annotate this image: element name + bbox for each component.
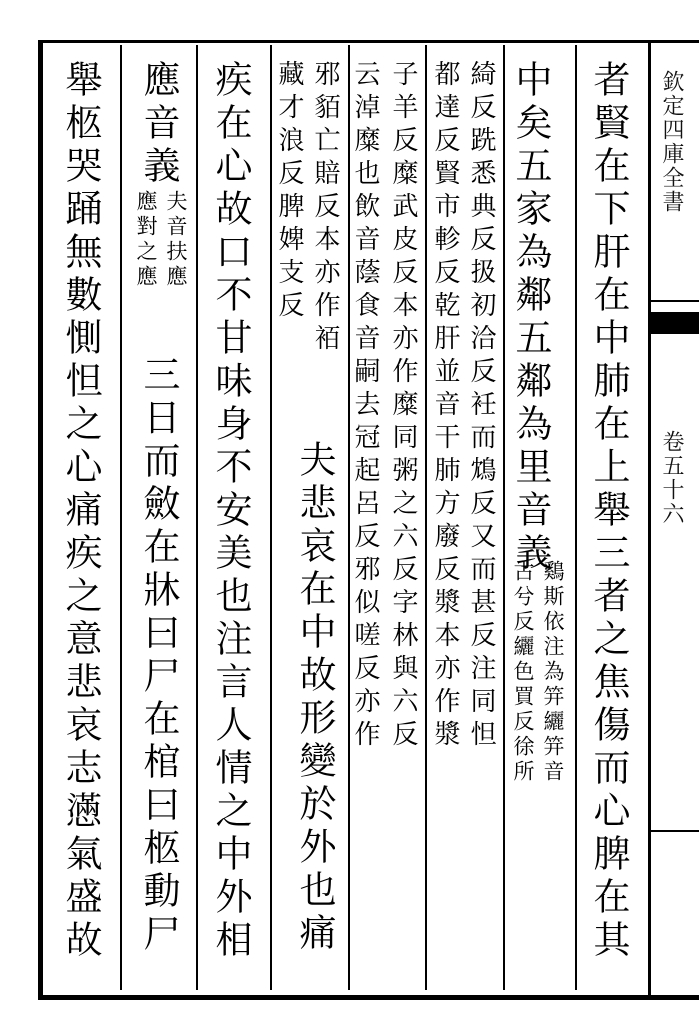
column-rule (575, 45, 577, 990)
text-column-6: 云淖糜也飲音蔭食音嗣去冠起呂反邪似嗟反亦作 (350, 60, 380, 753)
column-2-note-left (512, 560, 533, 785)
text-column-10: 應音義 (137, 60, 180, 189)
text-column-2 (509, 60, 552, 576)
inline-note: 古兮反纚色買反徐所 (511, 560, 535, 785)
gutter-title: 欽定四庫全書 (659, 70, 684, 214)
text-column-4: 都達反賢市軫反乾肝並音干肺方廢反漿本亦作漿 (430, 60, 460, 753)
fold-line (650, 300, 699, 302)
text-column-7: 邪貊亡賠反本亦作袹 (310, 60, 340, 357)
fold-line (650, 830, 699, 832)
gutter-volume: 卷五十六 (659, 430, 684, 526)
text-column-9: 疾在心故口不甘味身不安美也注言人情之中外相 (209, 60, 252, 963)
text-column-7-main: 夫悲哀在中故形變於外也痛 (293, 440, 336, 956)
column-rule (503, 45, 505, 990)
column-rule (425, 45, 427, 990)
text-column-3: 綺反跣悉典反扱初洽反衽而鴆反又而甚反注同怛 (466, 60, 496, 753)
text-column-10-tail: 三日而斂在牀曰尸在棺曰柩動尸 (137, 355, 180, 957)
column-10-note-right (165, 190, 186, 290)
text-column-8: 藏才浪反脾婢支反 (274, 60, 304, 324)
column-rule (270, 45, 272, 990)
column-rule (120, 45, 122, 990)
column-2-note-right (542, 560, 563, 785)
text-column-5: 子羊反糜武皮反本亦作糜同粥之六反字林與六反 (388, 60, 418, 753)
column-rule (196, 45, 198, 990)
column-10-note-left (135, 190, 156, 290)
fold-fishtail (650, 312, 699, 334)
inline-note: 應對之應 (134, 190, 158, 290)
inline-note: 鷄斯依注為笄纚笄音 (541, 560, 565, 785)
inline-note: 夫音扶應 (164, 190, 188, 290)
text-column-11: 舉柩哭踊無數惻怛之心痛疾之意悲哀志懣氣盛故 (59, 60, 102, 963)
column-2-main: 中矣五家為鄰五鄰為里音義 (509, 60, 552, 576)
text-column-1: 者賢在下肝在中肺在上舉三者之焦傷而心脾在其 (587, 60, 630, 963)
